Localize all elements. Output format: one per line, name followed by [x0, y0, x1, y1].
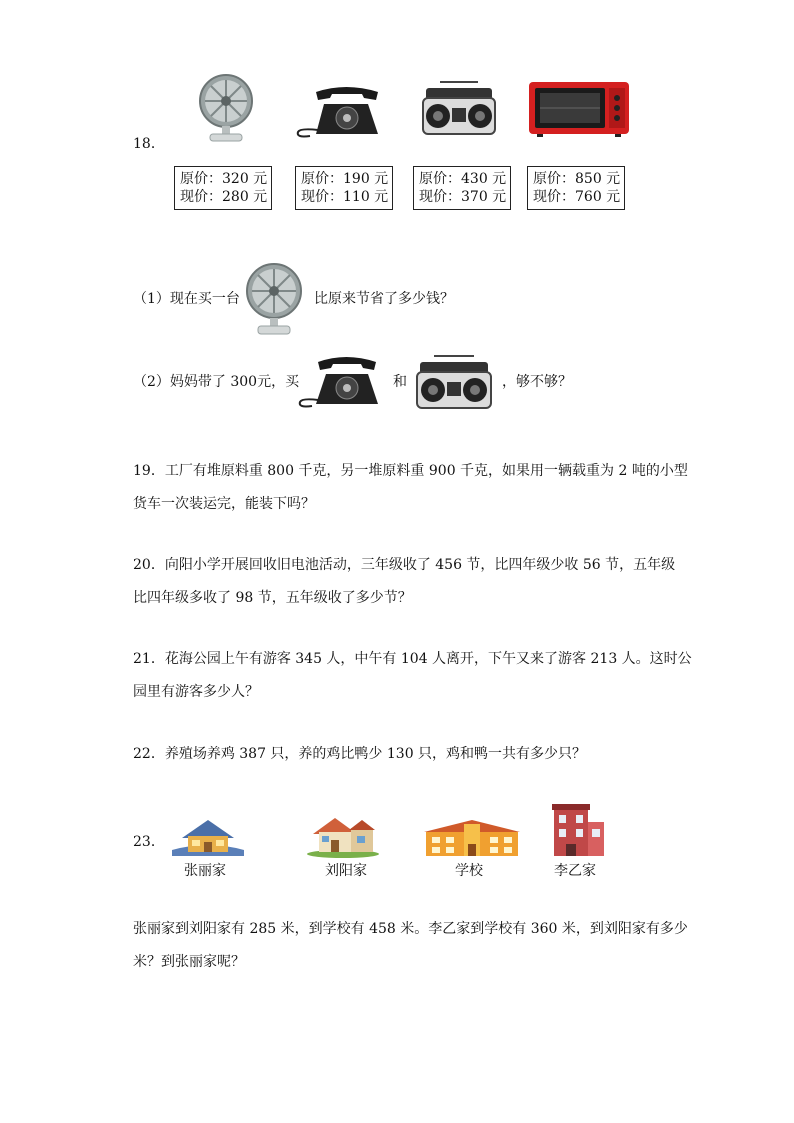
price-box-telephone [295, 166, 393, 210]
original-price: 原价：320 元 [180, 171, 268, 187]
fan-icon [196, 74, 256, 144]
q18-number: 18． [133, 136, 165, 152]
q18-sub2-before: （2）妈妈带了 300元，买 [133, 374, 300, 390]
school-icon [424, 820, 520, 858]
telephone-icon [290, 84, 386, 138]
original-price: 原价：190 元 [301, 171, 389, 187]
current-price: 现价：370 元 [419, 189, 507, 205]
place-label-zhangli: 张丽家 [184, 863, 226, 879]
house-icon [170, 816, 246, 858]
q21-line2: 园里有游客多少人？ [133, 684, 259, 700]
q22-line1: 22．养殖场养鸡 387 只，养的鸡比鸭少 130 只，鸡和鸭一共有多少只？ [133, 746, 587, 762]
radio-icon [420, 80, 498, 136]
radio-icon [414, 354, 494, 410]
q18-sub1-before: （1）现在买一台 [133, 291, 240, 307]
q19-line2: 货车一次装运完，能装下吗？ [133, 496, 315, 512]
fan-icon [244, 262, 304, 338]
q18-sub2-after: ，够不够？ [502, 374, 572, 390]
q21-line1: 21．花海公园上午有游客 345 人，中午有 104 人离开，下午又来了游客 213 人。这时公 [133, 651, 692, 667]
q23-line2: 米？到张丽家呢？ [133, 954, 245, 970]
price-box-oven [527, 166, 625, 210]
original-price: 原价：430 元 [419, 171, 507, 187]
q19-line1: 19．工厂有堆原料重 800 千克，另一堆原料重 900 千克，如果用一辆载重为 2 吨的小型 [133, 463, 688, 479]
place-label-school: 学校 [455, 863, 483, 879]
original-price: 原价：850 元 [533, 171, 621, 187]
place-label-liuyang: 刘阳家 [325, 863, 367, 879]
q23-line1: 张丽家到刘阳家有 285 米，到学校有 458 米。李乙家到学校有 360 米，到刘阳家有多少 [133, 921, 688, 937]
q18-sub2-mid: 和 [393, 374, 407, 390]
place-label-liyi: 李乙家 [554, 863, 596, 879]
q23-number: 23． [133, 834, 165, 850]
oven-icon [527, 80, 631, 138]
current-price: 现价：280 元 [180, 189, 268, 205]
price-box-radio [413, 166, 511, 210]
q20-line2: 比四年级多收了 98 节，五年级收了多少节？ [133, 590, 412, 606]
house-icon [305, 812, 381, 858]
building-icon [550, 802, 606, 858]
q18-sub1-after: 比原来节省了多少钱？ [314, 291, 454, 307]
telephone-icon [296, 354, 382, 408]
current-price: 现价：110 元 [301, 189, 389, 205]
price-box-fan [174, 166, 272, 210]
current-price: 现价：760 元 [533, 189, 621, 205]
q20-line1: 20．向阳小学开展回收旧电池活动，三年级收了 456 节，比四年级少收 56 节，五年级 [133, 557, 676, 573]
